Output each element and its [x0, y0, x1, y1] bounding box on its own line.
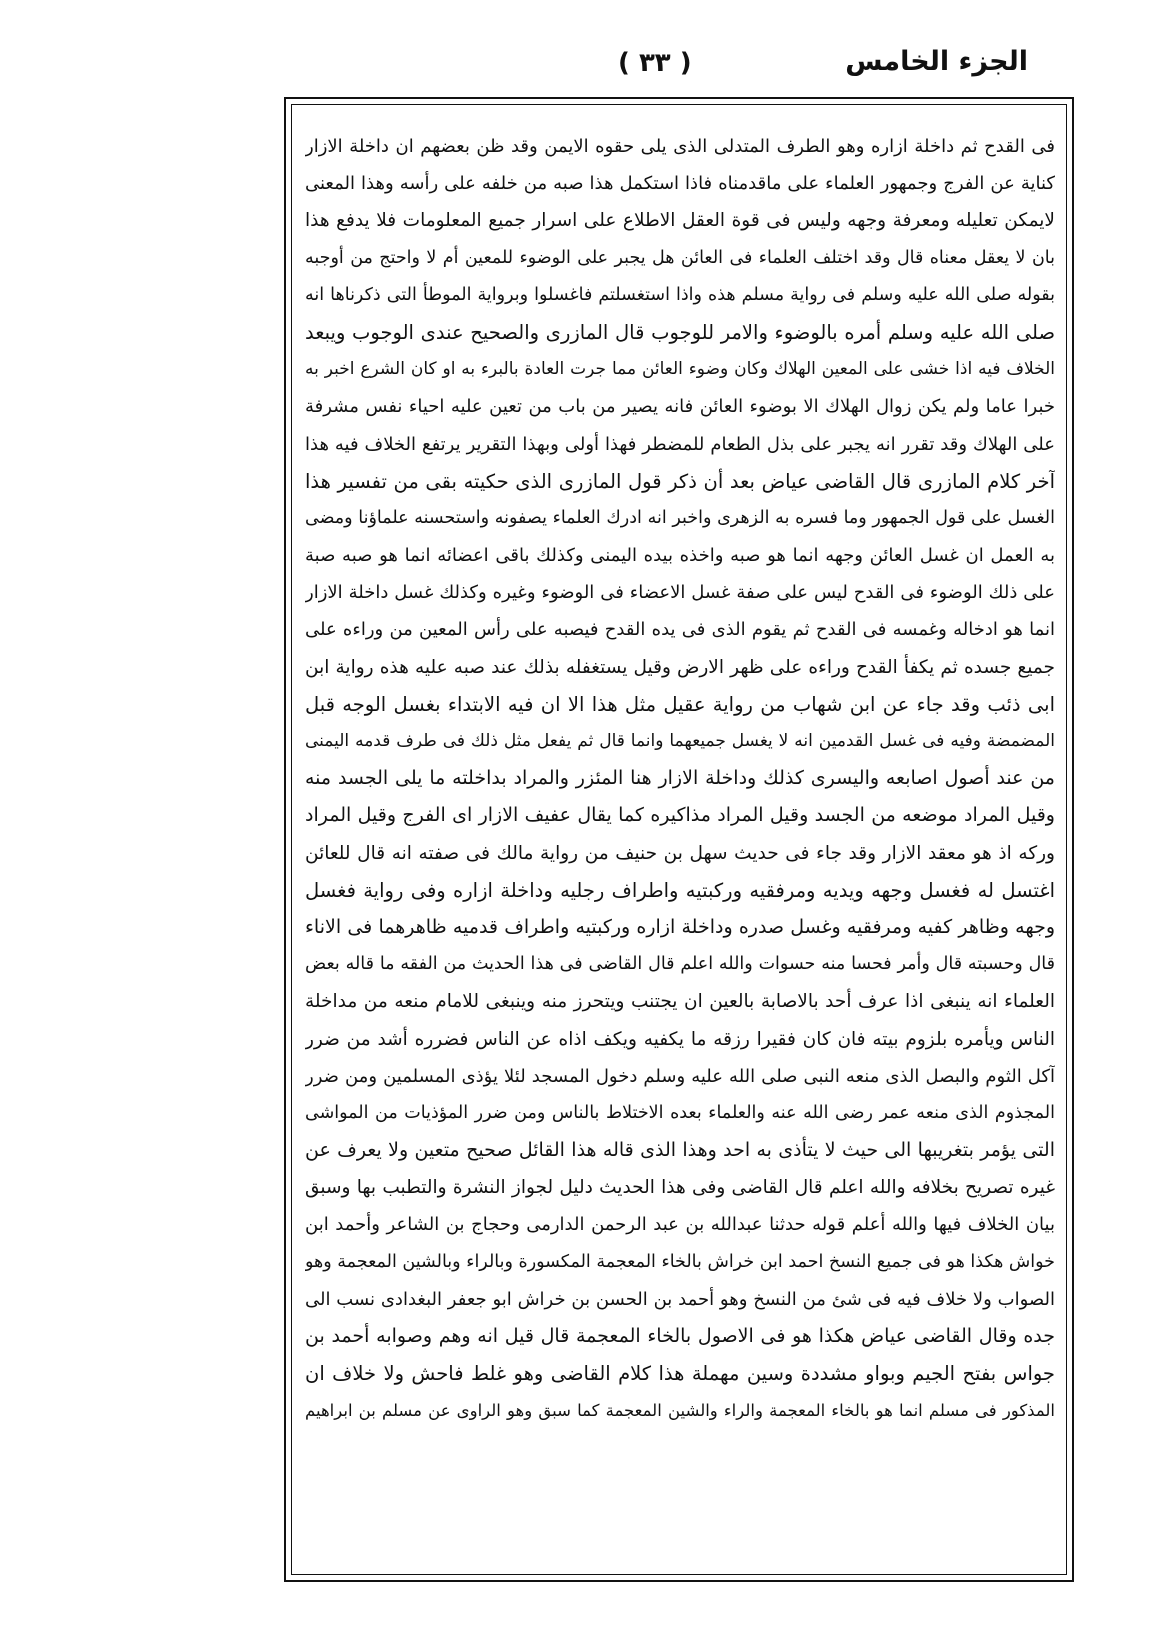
text-line: وجهه وظاهر كفيه ومرفقيه وغسل صدره وداخلة ازاره وركبتيه واطراف قدميه ظاهرهما فى الاناء: [305, 915, 1055, 938]
text-line: اغتسل له فغسل وجهه ويديه ومرفقيه وركبتيه واطراف رجليه وداخلة ازاره وفى رواية فغسل: [305, 878, 1055, 902]
text-line: بان لا يعقل معناه قال وقد اختلف العلماء فى العائن هل يجبر على الوضوء للمعين أم لا واحتج من أوجبه: [305, 247, 1055, 268]
text-line: العلماء انه ينبغى اذا عرف أحد بالاصابة بالعين ان يجتنب ويتحرز منه وينبغى للامام منعه من مداخلة: [305, 991, 1055, 1013]
text-line: الغسل على قول الجمهور وما فسره به الزهرى واخبر انه ادرك العلماء يصفونه واستحسنه علماؤنا ومضى: [305, 507, 1055, 528]
text-line: المذكور فى مسلم انما هو بالخاء المعجمة والراء والشين المعجمة كما سبق وهو الراوى عن مسلم بن ابراهيم: [305, 1401, 1055, 1421]
text-line: جده وقال القاضى عياض هكذا هو فى الاصول بالخاء المعجمة قال قيل انه وهم وصوابه أحمد بن: [305, 1325, 1055, 1347]
text-line: خواش هكذا هو فى جميع النسخ احمد ابن خراش بالخاء المعجمة المكسورة وبالراء وبالشين المعجمة وهو: [305, 1251, 1055, 1272]
text-line: على ذلك الوضوء فى القدح ليس على صفة غسل الاعضاء فى الوضوء وغيره وكذلك غسل داخلة الازار: [305, 582, 1055, 604]
running-title: الجزء الخامس: [845, 46, 1028, 77]
text-line: ابى ذئب وقد جاء عن ابن شهاب من رواية عقيل مثل هذا الا ان فيه الابتداء بغسل الوجه قبل: [305, 692, 1055, 716]
text-line: من عند أصول اصابعه واليسرى كذلك وداخلة الازار هنا المئزر والمراد بداخلته ما يلى الجسد منه: [305, 767, 1055, 790]
text-line: جميع جسده ثم يكفأ القدح وراءه على ظهر الارض وقيل يستغفله بذلك عند صبه عليه هذه رواية ابن: [305, 656, 1055, 678]
body-text: [305, 128, 1055, 1558]
text-line: فى القدح ثم داخلة ازاره وهو الطرف المتدلى الذى يلى حقوه الايمن وقد ظن بعضهم ان داخلة الازار: [305, 136, 1055, 157]
text-line: الناس ويأمره بلزوم بيته فان كان فقيرا رزقه ما يكفيه ويكف اذاه عن الناس فضرره أشد من ضرر: [305, 1028, 1055, 1050]
text-line: جواس بفتح الجيم وبواو مشددة وسين مهملة هذا كلام القاضى وهو غلط فاحش ولا خلاف ان: [305, 1362, 1055, 1386]
text-line: الصواب ولا خلاف فيه فى شئ من النسخ وهو أحمد بن الحسن بن خراش ابو جعفر البغدادى نسب الى: [305, 1288, 1055, 1310]
text-line: صلى الله عليه وسلم أمره بالوضوء والامر للوجوب قال المازرى والصحيح عندى الوجوب ويبعد: [305, 320, 1055, 344]
text-line: آخر كلام المازرى قال القاضى عياض بعد أن ذكر قول المازرى الذى حكيته بقى من تفسير هذا: [305, 469, 1055, 493]
page-header: [288, 46, 1028, 96]
text-line: الخلاف فيه اذا خشى على المعين الهلاك وكان وضوء العائن مما جرت العادة بالبرء به او كان الشرع اخبر به: [305, 359, 1055, 380]
text-line: خبرا عاما ولم يكن زوال الهلاك الا بوضوء العائن فانه يصير من باب من تعين عليه احياء نفس مشرفة: [305, 396, 1055, 418]
text-line: آكل الثوم والبصل الذى منعه النبى صلى الله عليه وسلم دخول المسجد لئلا يؤذى المسلمين ومن ضرر: [305, 1065, 1055, 1087]
text-line: غيره تصريح بخلافه والله اعلم قال القاضى وفى هذا الحديث دليل لجواز النشرة والتطبب بها وسبق: [305, 1177, 1055, 1199]
text-line: بقوله صلى الله عليه وسلم فى رواية مسلم هذه واذا استغسلتم فاغسلوا وبرواية الموطأ التى ذكرناها انه: [305, 284, 1055, 305]
page-number: ( ٣٣ ): [618, 48, 692, 78]
text-line: المجذوم الذى منعه عمر رضى الله عنه والعلماء بعده الاختلاط بالناس ومن ضرر المؤذيات من المواشى: [305, 1102, 1055, 1123]
text-line: لايمكن تعليله ومعرفة وجهه وليس فى قوة العقل الاطلاع على اسرار جميع المعلومات فلا يدفع هذا: [305, 210, 1055, 232]
text-line: قال وحسبته قال وأمر فحسا منه حسوات والله اعلم قال القاضى فى هذا الحديث من الفقه ما قاله بعض: [305, 954, 1055, 975]
text-line: وركه اذ هو معقد الازار وقد جاء فى حديث سهل بن حنيف من رواية مالك فى صفته انه قال للعائن: [305, 842, 1055, 864]
text-line: على الهلاك وقد تقرر انه يجبر على بذل الطعام للمضطر فهذا أولى وبهذا التقرير يرتفع الخلاف فيه هذا: [305, 433, 1055, 455]
text-line: بيان الخلاف فيها والله أعلم قوله حدثنا عبدالله بن عبد الرحمن الدارمى وحجاج بن الشاعر وأحمد ابن: [305, 1214, 1055, 1236]
text-line: وقيل المراد موضعه من الجسد وقيل المراد مذاكيره كما يقال عفيف الازار اى الفرج وقيل المراد: [305, 804, 1055, 827]
text-line: به العمل ان غسل العائن وجهه انما هو صبه واخذه بيده اليمنى وكذلك باقى اعضائه انما هو صبه صبة: [305, 545, 1055, 567]
text-line: المضمضة وفيه فى غسل القدمين انه لا يغسل جميعهما وانما قال ثم يفعل مثل ذلك فى طرف قدمه اليمنى: [305, 731, 1055, 751]
text-line: كناية عن الفرج وجمهور العلماء على ماقدمناه فاذا استكمل هذا صبه من خلفه على رأسه وهذا المعنى: [305, 173, 1055, 195]
text-line: انما هو ادخاله وغمسه فى القدح ثم يقوم الذى فى يده القدح فيصبه على رأس المعين من وراءه على: [305, 619, 1055, 641]
text-line: التى يؤمر بتغريبها الى حيث لا يتأذى به احد وهذا الذى قاله هذا القائل صحيح متعين ولا يعرف عن: [305, 1139, 1055, 1162]
